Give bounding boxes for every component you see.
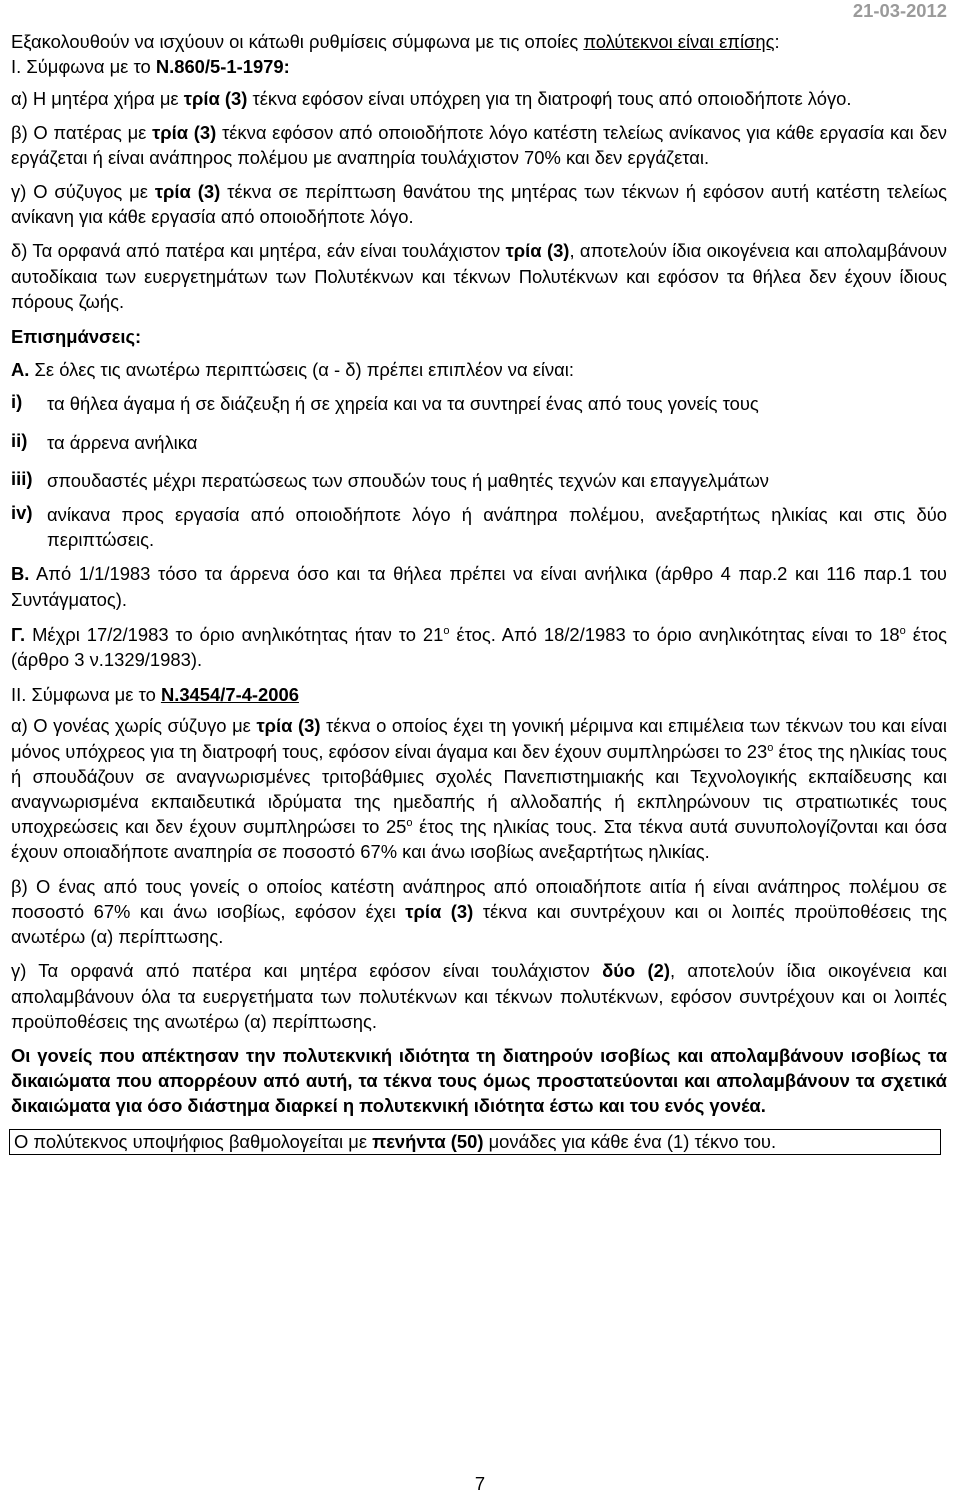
section2-law: Ν.3454/7-4-2006 xyxy=(160,684,299,706)
document-body xyxy=(11,0,947,1155)
s2c-bold: δύο (2) xyxy=(602,960,670,982)
section1-item-d xyxy=(11,238,947,314)
page-number: 7 xyxy=(474,1473,486,1494)
score-box-post: μονάδες για κάθε ένα (1) τέκνο του. xyxy=(483,1130,777,1152)
section1-law: Ν.860/5-1-1979: xyxy=(155,56,290,78)
note-B-text: Από 1/1/1983 τόσο τα άρρενα όσο και τα θήλεα πρέπει να είναι ανήλικα (άρθρο 4 παρ.2 και 116 παρ.1 του Συντάγματος). xyxy=(11,563,947,610)
section2-bold-paragraph: Οι γονείς που απέκτησαν την πολυτεκνική ιδιότητα τη διατηρούν ισοβίως και απολαμβάνουν ισοβίως τα δικαιώματα που απορρέουν από αυτή, τα τέκνα τους όμως προστατεύονται και απολαμβάνουν τα σχετικά δικαιώματα για όσο διάστημα διαρκεί η πολυτεκνική ιδιότητα έστω και του ενός γονέα. xyxy=(11,1044,947,1117)
section2-heading-text: ΙΙ. Σύμφωνα με το xyxy=(11,684,161,706)
note-item-ii xyxy=(11,430,947,455)
score-box-pre: Ο πολύτεκνος υποψήφιος βαθμολογείται με xyxy=(14,1130,373,1152)
section2-item-c xyxy=(11,958,947,1034)
note-B-label: Β. xyxy=(11,563,30,585)
score-box xyxy=(9,1129,941,1155)
section2-item-b xyxy=(11,874,947,950)
note-item-iii-text: σπουδαστές μέχρι περατώσεως των σπουδών τους ή μαθητές τεχνών και επαγγελμάτων xyxy=(47,469,770,491)
s2b-pre: β) Ο ένας από τους γονείς ο οποίος κατέστη ανάπηρος από οποιαδήποτε αιτία ή είναι ανάπηρος πολέμου σε ποσοστό 67% και άνω ισοβίως, εφόσον έχει xyxy=(11,875,947,922)
intro-colon: : xyxy=(774,31,780,52)
s1c-post: τέκνα σε περίπτωση θανάτου της μητέρας των τέκνων ή εφόσον αυτή κατέστη τελείως ανίκανη για κάθε εργασία από οποιοδήποτε λόγο. xyxy=(11,181,948,228)
note-G xyxy=(11,622,947,672)
note-item-ii-text: τα άρρενα ανήλικα xyxy=(47,431,198,453)
note-item-iii xyxy=(11,468,947,493)
s1d-bold: τρία (3) xyxy=(505,240,570,262)
s1b-pre: β) Ο πατέρας με xyxy=(11,121,153,143)
s2a-t3: έτος της ηλικίας τους. Στα τέκνα αυτά συνυπολογίζονται και όσα έχουν οποιαδήποτε αναπηρία σε ποσοστό 67% και άνω ισοβίως ανεξαρτήτως ηλικίας. xyxy=(11,816,948,863)
note-G-sup2: ο xyxy=(899,624,906,637)
s1c-pre: γ) Ο σύζυγος με xyxy=(11,181,155,203)
s2a-t2: έτος της ηλικίας τους ή σπουδάζουν σε αναγνωρισμένες τριτοβάθμιες σχολές Πανεπιστημιακής και Τεχνολογικής εκπαίδευσης και αναγνωρισμένα εκπαιδευτικά ιδρύματα της ημεδαπής ή αλλοδαπής ή εκπληρώνουν τις στρατιωτικές τους υποχρεώσεις και δεν έχουν συμπληρώσει το 25 xyxy=(11,740,947,838)
note-B xyxy=(11,561,947,611)
header-date: 21-03-2012 xyxy=(852,0,947,21)
score-box-bold: πενήντα (50) xyxy=(372,1130,484,1152)
s2a-t1: τέκνα ο οποίος έχει τη γονική μέριμνα και επιμέλεια των τέκνων του και είναι μόνος υπόχρεος για τη διατροφή τους, εφόσον είναι άγαμα και δεν έχουν συμπληρώσει το 23 xyxy=(11,715,948,762)
note-G-label: Γ. xyxy=(11,623,26,645)
note-A-label: Α. xyxy=(11,359,30,381)
s1d-post: , αποτελούν ίδια οικογένεια και απολαμβάνουν αυτοδίκαια των ευεργετημάτων των Πολυτέκνων και τέκνων Πολυτέκνων και εφόσον τα θήλεα δεν έχουν ίδιους πόρους ζωής. xyxy=(11,240,948,312)
note-item-iii-label: iii) xyxy=(11,467,33,489)
note-G-t2: έτος. Από 18/2/1983 το όριο ανηλικότητας είναι το 18 xyxy=(449,623,900,645)
note-item-iv-label: iv) xyxy=(11,502,33,524)
s1c-bold: τρία (3) xyxy=(154,181,221,203)
section2-heading xyxy=(11,682,947,707)
note-G-t3: έτος (άρθρο 3 ν.1329/1983). xyxy=(11,623,947,671)
note-A xyxy=(11,357,947,382)
s1d-pre: δ) Τα ορφανά από πατέρα και μητέρα, εάν είναι τουλάχιστον xyxy=(11,240,506,262)
section2-item-a xyxy=(11,713,947,864)
s2c-pre: γ) Τα ορφανά από πατέρα και μητέρα εφόσον είναι τουλάχιστον xyxy=(11,960,603,982)
intro-underlined: πολύτεκνοι είναι επίσης xyxy=(583,31,775,52)
note-item-i-label: i) xyxy=(11,391,23,413)
note-item-iv-text: ανίκανα προς εργασία από οποιοδήποτε λόγο ή ανάπηρα πολέμου, ανεξαρτήτως ηλικίας και στις δύο περιπτώσεις. xyxy=(47,504,947,551)
section1-item-b xyxy=(11,120,947,170)
s2a-sup2: ο xyxy=(406,817,413,830)
s1a-pre: α) Η μητέρα χήρα με xyxy=(11,88,184,110)
s1a-bold: τρία (3) xyxy=(183,88,248,110)
s2b-bold: τρία (3) xyxy=(405,900,474,922)
note-item-iv xyxy=(11,502,947,552)
s1b-post: τέκνα εφόσον από οποιοδήποτε λόγο κατέστη τελείως ανίκανος για κάθε εργασία και δεν εργάζεται ή είναι ανάπηρος πολέμου με αναπηρία τουλάχιστον 70% και δεν εργάζεται. xyxy=(11,121,948,168)
section1-heading-text: Ι. Σύμφωνα με το xyxy=(11,56,156,78)
section1-item-a xyxy=(11,86,947,111)
s2a-sup1: ο xyxy=(767,741,774,754)
s1b-bold: τρία (3) xyxy=(152,121,217,143)
note-item-i-text: τα θήλεα άγαμα ή σε διάζευξη ή σε χηρεία και να τα συντηρεί ένας από τους γονείς τους xyxy=(47,393,759,415)
intro-paragraph xyxy=(11,29,947,54)
notes-heading: Επισημάνσεις: xyxy=(11,326,142,348)
note-G-t1: Μέχρι 17/2/1983 το όριο ανηλικότητας ήταν το 21 xyxy=(25,623,444,645)
s2c-post: , αποτελούν ίδια οικογένεια και απολαμβάνουν όλα τα ευεργετήματα των πολυτέκνων και τέκνων πολυτέκνων, εφόσον συντρέχουν και οι λοιπές προϋποθέσεις της ανωτέρω (α) περίπτωσης. xyxy=(11,960,947,1032)
s2a-bold: τρία (3) xyxy=(256,715,321,737)
note-item-i xyxy=(11,391,947,416)
s2a-pre: α) Ο γονέας χωρίς σύζυγο με xyxy=(11,715,257,737)
note-G-sup1: ο xyxy=(443,624,450,637)
s2b-post: τέκνα και συντρέχουν και οι λοιπές προϋποθέσεις της ανωτέρω (α) περίπτωσης. xyxy=(11,900,948,948)
s1a-post: τέκνα εφόσον είναι υπόχρεη για τη διατροφή τους από οποιοδήποτε λόγο. xyxy=(247,88,852,110)
note-item-ii-label: ii) xyxy=(11,429,28,451)
section1-heading xyxy=(11,54,947,79)
note-A-text: Σε όλες τις ανωτέρω περιπτώσεις (α - δ) πρέπει επιπλέον να είναι: xyxy=(29,359,575,381)
section1-item-c xyxy=(11,179,947,229)
intro-text: Εξακολουθούν να ισχύουν οι κάτωθι ρυθμίσεις σύμφωνα με τις οποίες xyxy=(11,31,584,52)
